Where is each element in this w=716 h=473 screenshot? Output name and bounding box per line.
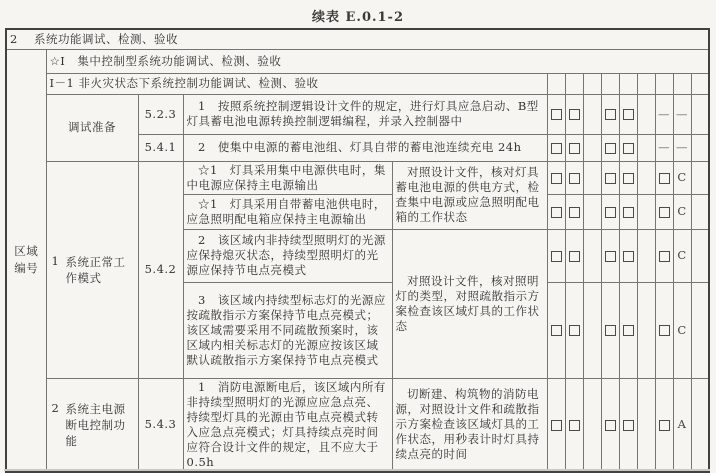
function-number: 1: [51, 253, 60, 268]
checkbox[interactable]: [551, 251, 562, 262]
checkbox[interactable]: [623, 420, 634, 431]
checkbox[interactable]: [623, 143, 634, 154]
checkbox[interactable]: [551, 420, 562, 431]
result-cell-empty: [583, 282, 601, 378]
method-text: 对照设计文件，核对灯具蓄电池电源的供电方式，检查集中电源或应急照明配电箱的工作状态: [392, 161, 547, 229]
scan-shadow-divider: [4, 469, 710, 471]
result-cell-empty: [637, 94, 655, 134]
subsection1-label: ☆Ⅰ 集中控制型系统功能调试、检测、验收: [46, 49, 709, 73]
requirement-text: 1 消防电源断电后，该区域内所有非持续型照明灯的光源应应急点亮、持续型灯具的光源由节电点亮模式转入应急点亮模式；灯具持续点亮时间应符合设计文件的规定，且不应大于 0.5h: [183, 378, 392, 472]
result-cell-empty: [547, 73, 565, 94]
requirement-text: 2 使集中电源的蓄电池组、灯具自带的蓄电池连续充电 24h: [183, 134, 547, 161]
checkbox[interactable]: [605, 173, 616, 184]
requirement-text: ☆1 灯具采用自带蓄电池供电时，应急照明配电箱应保持主电源输出: [183, 194, 392, 229]
clause-cell: 5.2.3: [138, 94, 183, 134]
function-name: 系统主电源断电控制功能: [65, 401, 126, 448]
result-cell-empty: [637, 378, 655, 472]
prep-row-1: [6, 94, 709, 134]
subsection2-label: Ⅰ－1 非火灾状态下系统控制功能调试、检测、验收: [46, 73, 547, 94]
result-cell-empty: [673, 73, 691, 94]
checkbox[interactable]: [569, 173, 580, 184]
checkbox-cell[interactable]: [619, 378, 637, 472]
requirement-text: 2 该区域内非持续型照明灯的光源应保持熄灭状态，持续型照明灯的光源应保持节电点亮模式: [183, 229, 392, 282]
grade-cell: C: [673, 161, 691, 194]
result-cell-empty: [583, 161, 601, 194]
result-cell-empty: [583, 94, 601, 134]
result-cell-empty: [583, 194, 601, 229]
checkbox[interactable]: [569, 251, 580, 262]
clause-cell: 5.4.3: [138, 378, 183, 472]
checkbox-cell[interactable]: [619, 229, 637, 282]
checkbox-cell[interactable]: [547, 282, 565, 378]
checkbox[interactable]: [551, 325, 562, 336]
result-cell-empty: [583, 73, 601, 94]
result-cell-empty: [655, 73, 673, 94]
function-name: 系统正常工作模式: [65, 254, 126, 285]
checkbox[interactable]: [623, 173, 634, 184]
checkbox-cell[interactable]: [655, 229, 673, 282]
dash-cell: —: [655, 134, 673, 161]
checkbox-cell[interactable]: [547, 229, 565, 282]
result-cell-empty: [691, 73, 709, 94]
checkbox[interactable]: [605, 143, 616, 154]
result-cell-empty: [583, 229, 601, 282]
grade-cell: A: [673, 378, 691, 472]
result-cell-empty: [691, 194, 709, 229]
checkbox-cell[interactable]: [547, 94, 565, 134]
dash-cell: —: [673, 134, 691, 161]
section-number: 2: [10, 31, 18, 46]
checkbox-cell[interactable]: [565, 94, 583, 134]
checkbox-cell[interactable]: [565, 161, 583, 194]
section-header: [6, 29, 709, 49]
requirement-text: 1 按照系统控制逻辑设计文件的规定，进行灯具应急启动、B型灯具蓄电池电源转换控制逻辑编程，并录入控制器中: [183, 94, 547, 134]
checkbox[interactable]: [623, 251, 634, 262]
checkbox[interactable]: [623, 325, 634, 336]
method-text: 对照设计文件，核对照明灯的类型，对照疏散指示方案检查该区域灯具的工作状态: [392, 229, 547, 378]
checkbox-cell[interactable]: [655, 161, 673, 194]
grade-cell: C: [673, 194, 691, 229]
checkbox[interactable]: [569, 325, 580, 336]
result-cell-empty: [691, 134, 709, 161]
function-name-cell: [46, 378, 138, 472]
checkbox-cell[interactable]: [565, 134, 583, 161]
result-cell-empty: [637, 229, 655, 282]
checkbox[interactable]: [605, 109, 616, 120]
page-title: 续表 E.0.1-2: [311, 10, 405, 25]
checkbox-cell[interactable]: [619, 134, 637, 161]
checkbox-cell[interactable]: [565, 378, 583, 472]
func1-row-1: [6, 161, 709, 194]
checkbox[interactable]: [569, 143, 580, 154]
checkbox-cell[interactable]: [547, 134, 565, 161]
method-text: 切断建、构筑物的消防电源，对照设计文件和疏散指示方案检查该区域灯具的工作状态，用秒表计时灯具持续点亮的时间: [392, 378, 547, 472]
checkbox[interactable]: [659, 325, 670, 336]
checkbox[interactable]: [605, 420, 616, 431]
checkbox-cell[interactable]: [547, 161, 565, 194]
section-label: 系统功能调试、检测、验收: [34, 31, 178, 46]
result-cell-empty: [691, 378, 709, 472]
result-cell-empty: [637, 73, 655, 94]
subsection1-row: [6, 49, 709, 73]
result-cell-empty: [691, 94, 709, 134]
checkbox-cell[interactable]: [655, 194, 673, 229]
result-cell-empty: [583, 134, 601, 161]
checkbox[interactable]: [569, 420, 580, 431]
commissioning-record-table: [5, 28, 710, 473]
result-cell-empty: [619, 73, 637, 94]
clause-cell: 5.4.1: [138, 134, 183, 161]
result-cell-empty: [637, 161, 655, 194]
section-row: [6, 29, 709, 49]
checkbox-cell[interactable]: [565, 194, 583, 229]
checkbox-cell[interactable]: [601, 229, 619, 282]
subsection2-row: [6, 73, 709, 94]
checkbox-cell[interactable]: [619, 161, 637, 194]
checkbox[interactable]: [659, 420, 670, 431]
checkbox-cell[interactable]: [601, 134, 619, 161]
checkbox[interactable]: [605, 251, 616, 262]
function-name-cell: [46, 161, 138, 378]
dash-cell: —: [673, 94, 691, 134]
checkbox[interactable]: [659, 173, 670, 184]
checkbox-cell[interactable]: [601, 161, 619, 194]
requirement-text: ☆1 灯具采用集中电源供电时，集中电源应保持主电源输出: [183, 161, 392, 194]
checkbox[interactable]: [569, 109, 580, 120]
requirement-text: 3 该区域内持续型标志灯的光源应按疏散指示方案保持节电点亮模式；该区域需要采用不同疏散预案时，该区域内相关标志灯的光源应按该区域默认疏散指示方案保持节电点亮模式: [183, 282, 392, 378]
result-cell-empty: [691, 161, 709, 194]
result-cell-empty: [583, 378, 601, 472]
checkbox-cell[interactable]: [547, 194, 565, 229]
result-cell-empty: [637, 282, 655, 378]
grade-cell: C: [673, 229, 691, 282]
checkbox[interactable]: [659, 207, 670, 218]
result-cell-empty: [637, 134, 655, 161]
checkbox-cell[interactable]: [601, 378, 619, 472]
dash-cell: —: [655, 94, 673, 134]
checkbox-cell[interactable]: [565, 229, 583, 282]
checkbox-cell[interactable]: [655, 378, 673, 472]
checkbox[interactable]: [659, 251, 670, 262]
result-cell-empty: [565, 73, 583, 94]
zone-number-cell: 区域编号: [6, 49, 46, 472]
checkbox[interactable]: [551, 207, 562, 218]
checkbox[interactable]: [551, 143, 562, 154]
checkbox[interactable]: [623, 207, 634, 218]
function-number: 2: [51, 400, 60, 415]
result-cell-empty: [637, 194, 655, 229]
clause-cell: 5.4.2: [138, 161, 183, 378]
result-cell-empty: [601, 73, 619, 94]
checkbox-cell[interactable]: [547, 378, 565, 472]
checkbox[interactable]: [551, 109, 562, 120]
grade-cell: C: [673, 282, 691, 378]
checkbox[interactable]: [623, 109, 634, 120]
result-cell-empty: [691, 282, 709, 378]
checkbox-cell[interactable]: [619, 282, 637, 378]
checkbox-cell[interactable]: [601, 194, 619, 229]
checkbox-cell[interactable]: [601, 282, 619, 378]
checkbox[interactable]: [551, 173, 562, 184]
checkbox[interactable]: [605, 207, 616, 218]
checkbox-cell[interactable]: [619, 194, 637, 229]
prep-name-cell: 调试准备: [46, 94, 138, 161]
checkbox-cell[interactable]: [619, 94, 637, 134]
checkbox[interactable]: [569, 207, 580, 218]
checkbox[interactable]: [605, 325, 616, 336]
checkbox-cell[interactable]: [601, 94, 619, 134]
result-cell-empty: [691, 229, 709, 282]
func2-row: [6, 378, 709, 472]
checkbox-cell[interactable]: [655, 282, 673, 378]
checkbox-cell[interactable]: [565, 282, 583, 378]
